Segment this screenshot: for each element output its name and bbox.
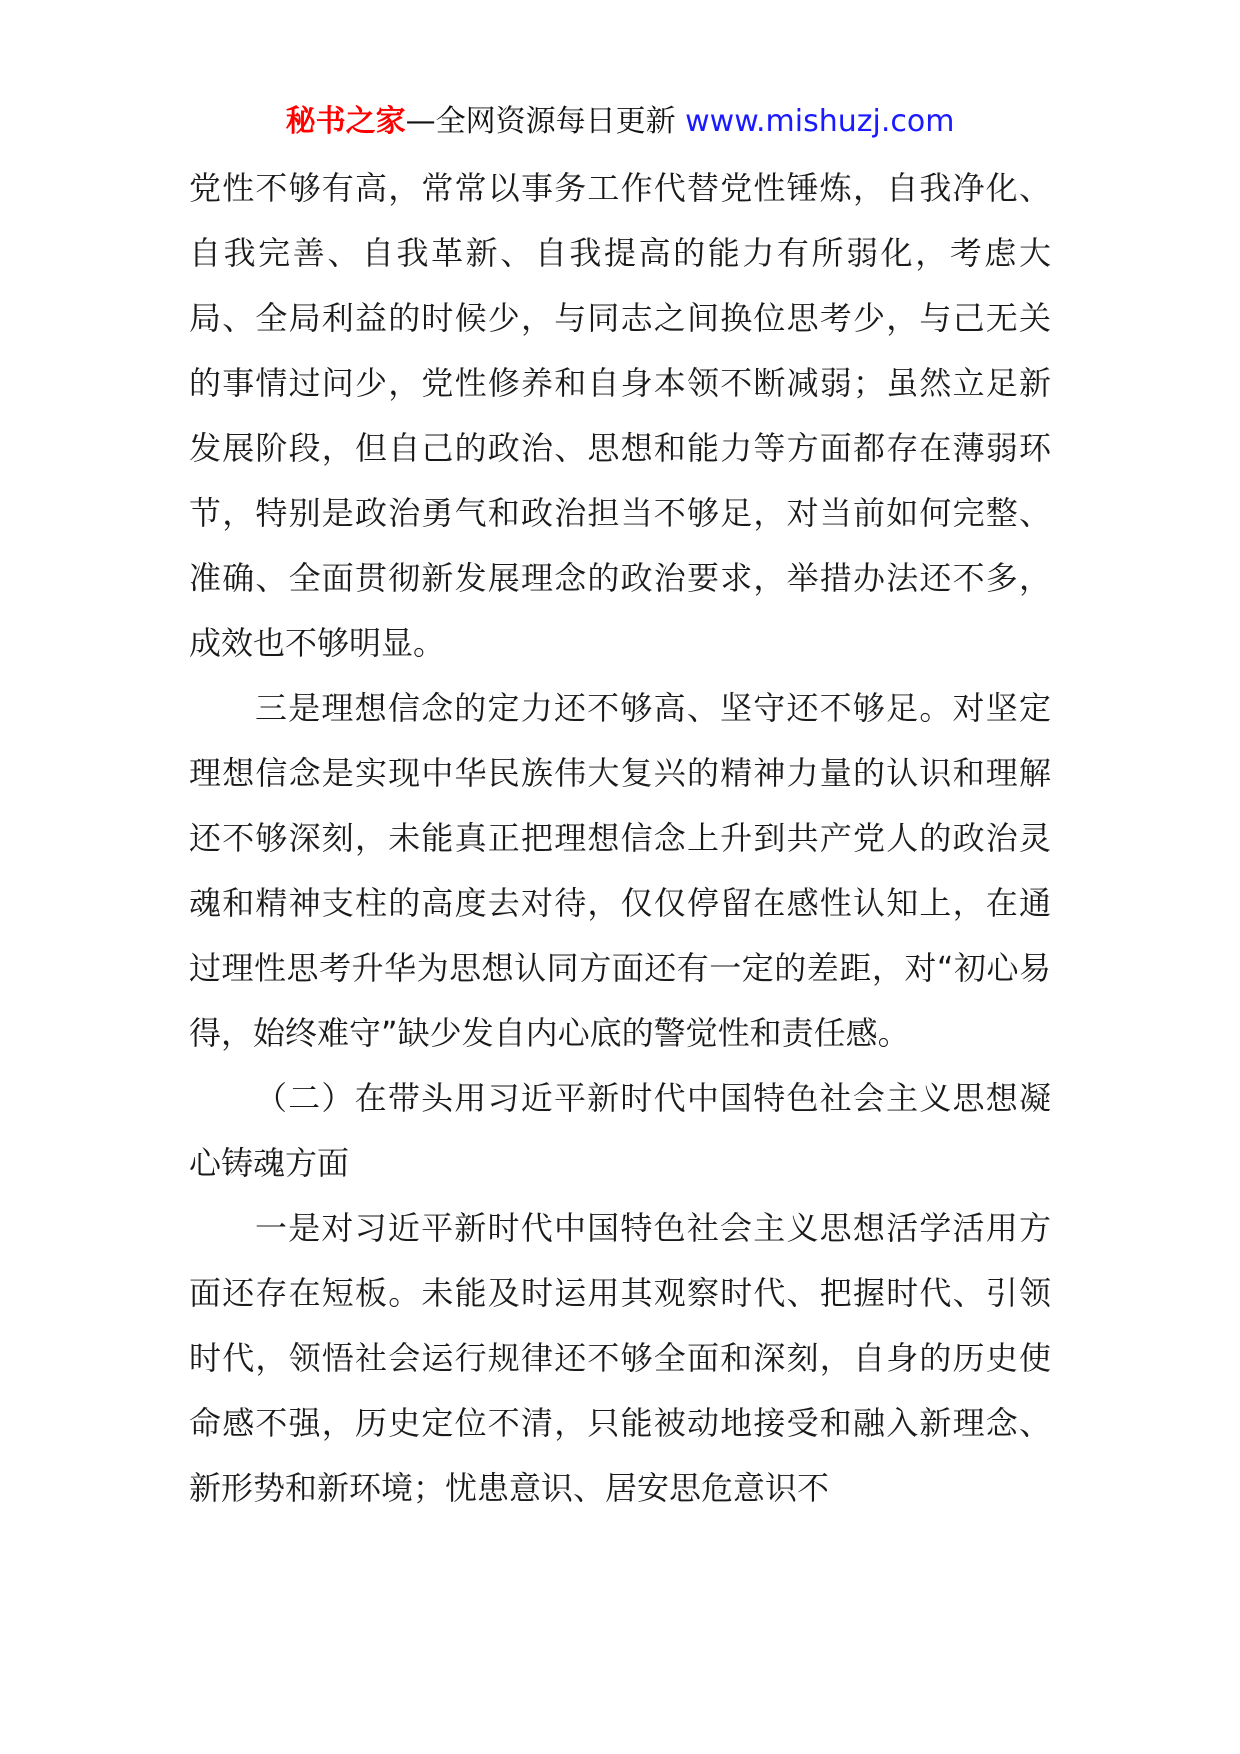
page-header xyxy=(0,100,1240,144)
document-body xyxy=(189,156,1051,1521)
paragraph-study-application: 一是对习近平新时代中国特色社会主义思想活学活用方面还存在短板。未能及时运用其观察时代、把握时代、引领时代，领悟社会运行规律还不够全面和深刻，自身的历史使命感不强，历史定位不清，只能被动地接受和融入新理念、新形势和新环境；忧患意识、居安思危意识不 xyxy=(189,1209,1051,1507)
brand-name: 秘书之家 xyxy=(285,104,406,139)
header-tagline: —全网资源每日更新 xyxy=(405,104,676,139)
section-heading-2: （二）在带头用习近平新时代中国特色社会主义思想凝心铸魂方面 xyxy=(189,1079,1051,1182)
site-url-link[interactable]: www.mishuzj.com xyxy=(685,104,955,139)
paragraph-continuation: 党性不够有高，常常以事务工作代替党性锤炼，自我净化、自我完善、自我革新、自我提高的能力有所弱化，考虑大局、全局利益的时候少，与同志之间换位思考少，与己无关的事情过问少，党性修养和自身本领不断减弱；虽然立足新发展阶段，但自己的政治、思想和能力等方面都存在薄弱环节，特别是政治勇气和政治担当不够足，对当前如何完整、准确、全面贯彻新发展理念的政治要求，举措办法还不多，成效也不够明显。 xyxy=(189,169,1051,662)
paragraph-ideals-beliefs: 三是理想信念的定力还不够高、坚守还不够足。对坚定理想信念是实现中华民族伟大复兴的精神力量的认识和理解还不够深刻，未能真正把理想信念上升到共产党人的政治灵魂和精神支柱的高度去对待，仅仅停留在感性认知上，在通过理性思考升华为思想认同方面还有一定的差距，对“初心易得，始终难守”缺少发自内心底的警觉性和责任感。 xyxy=(189,689,1051,1052)
